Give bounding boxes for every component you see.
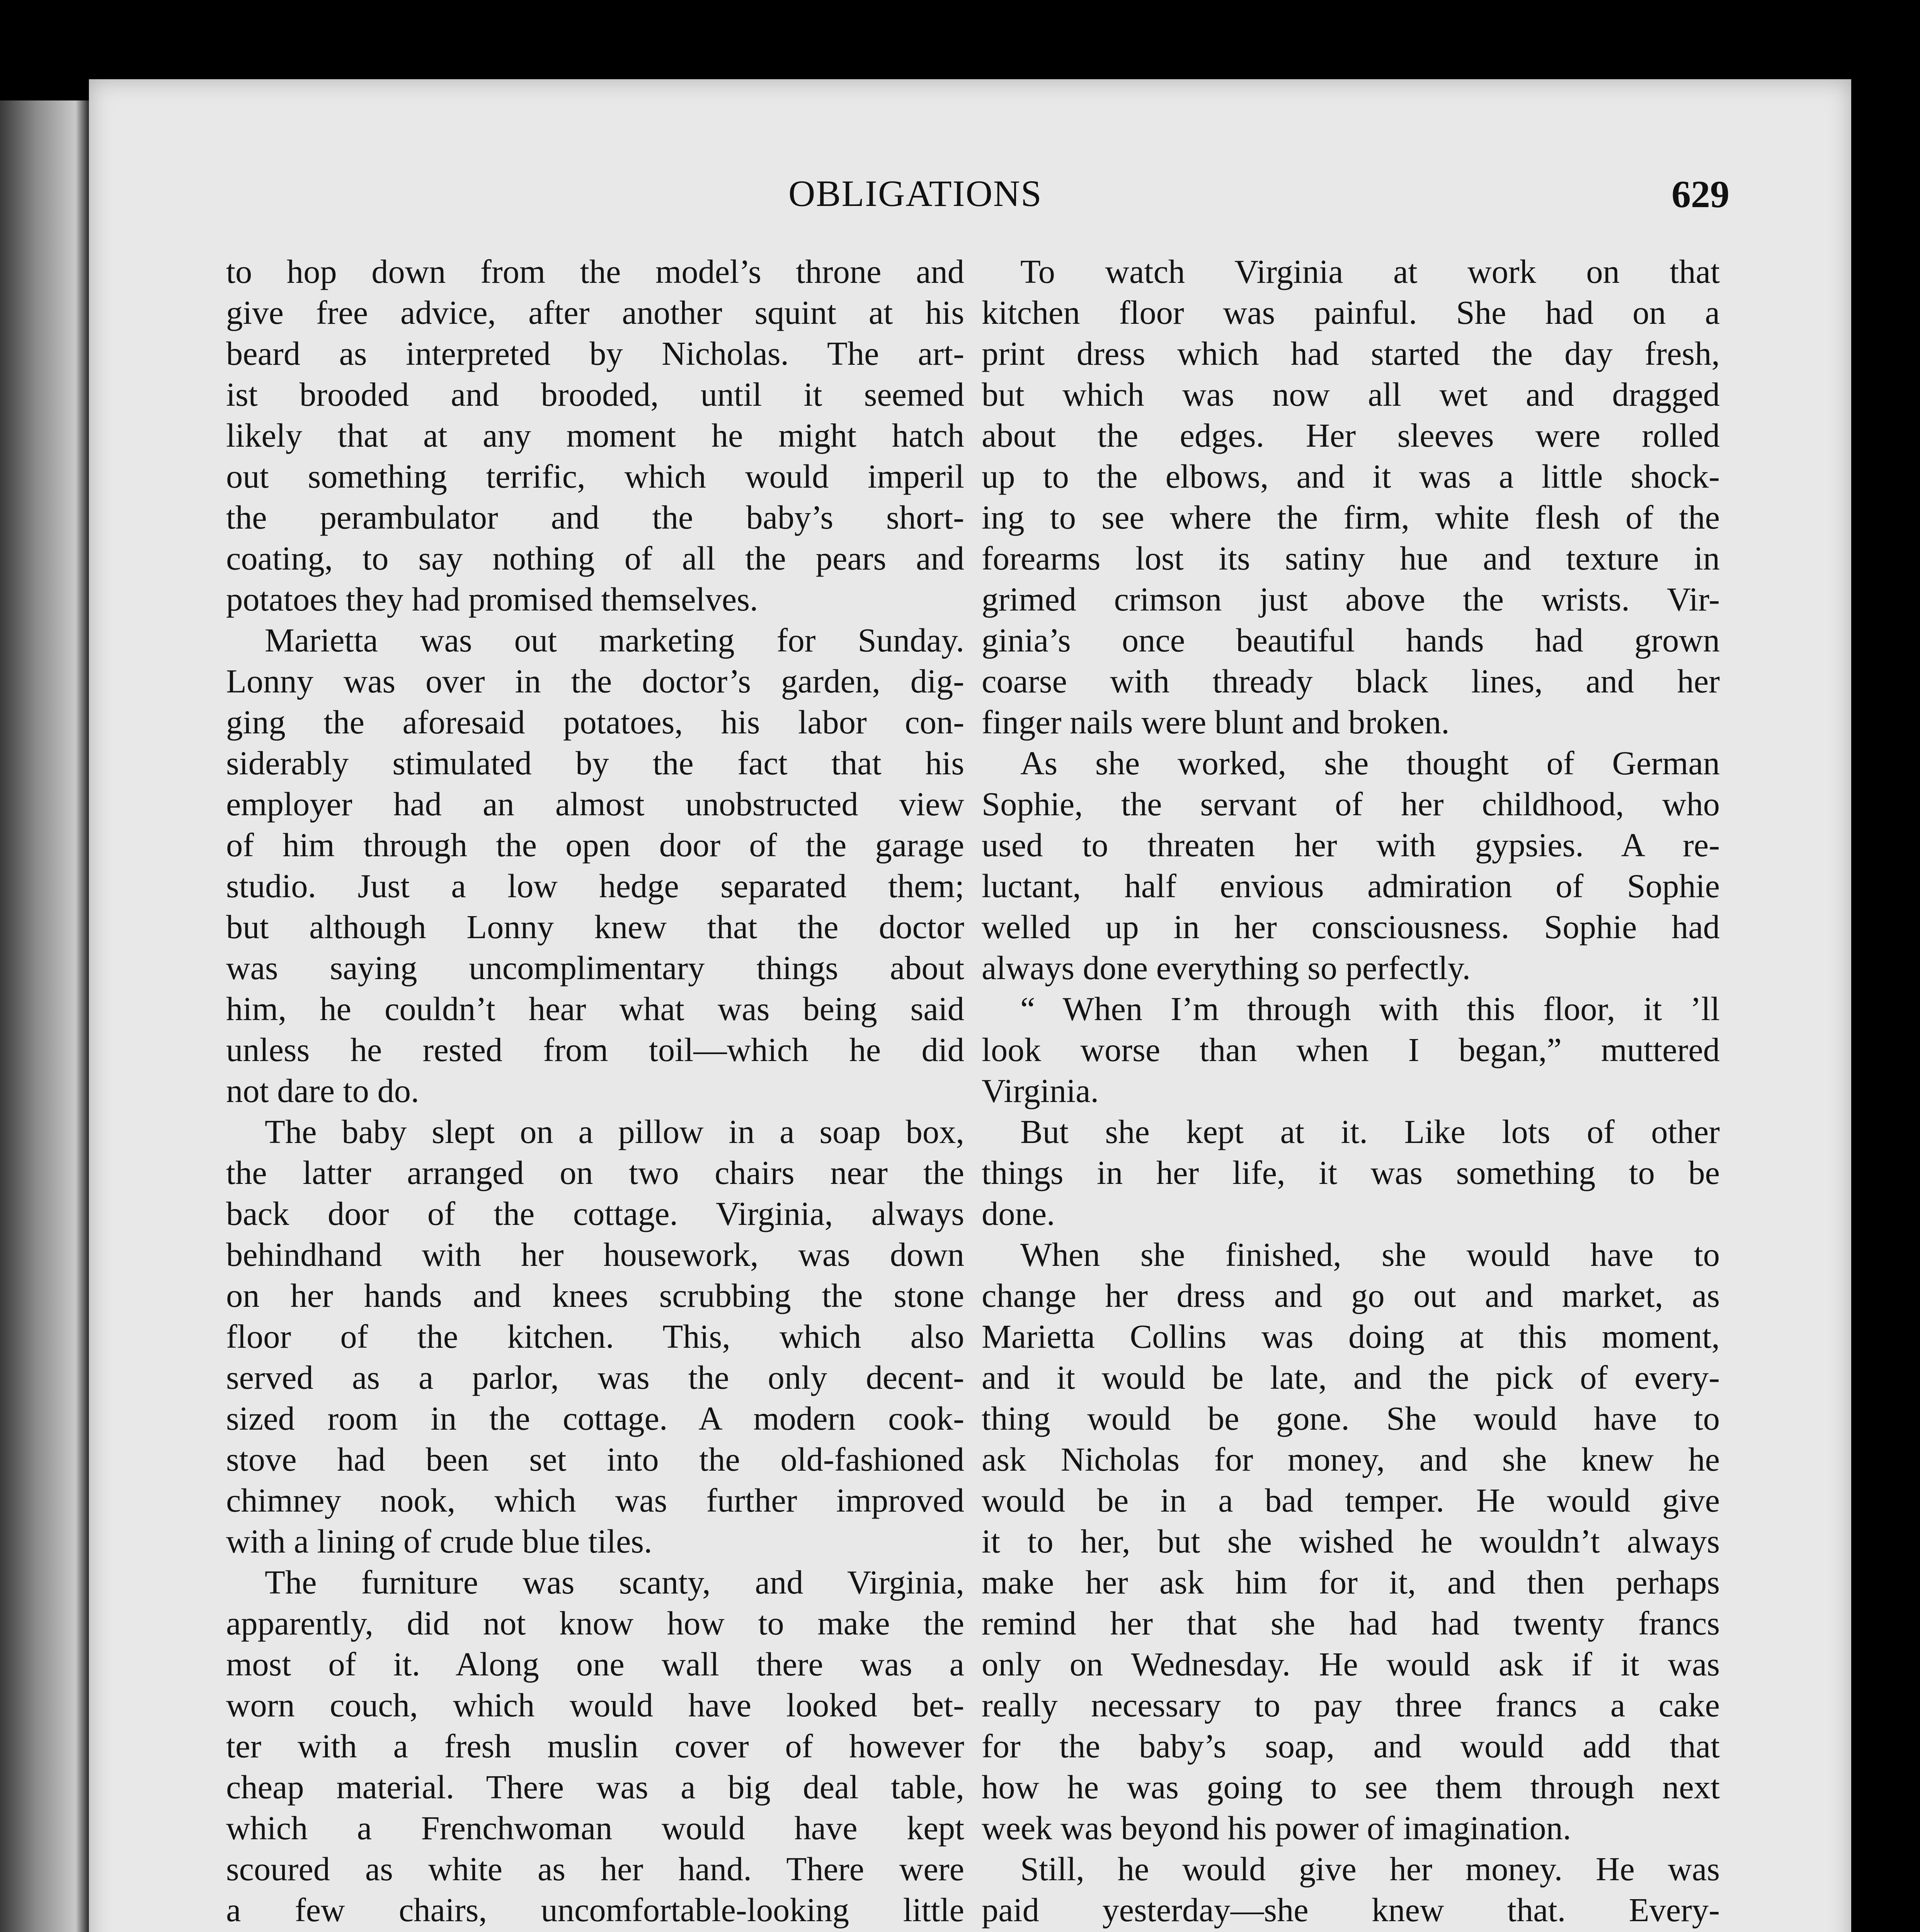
text-line: it to her, but she wished he wouldn’t always bbox=[982, 1523, 1720, 1560]
text-line: unless he rested from toil—which he did bbox=[226, 1031, 964, 1068]
text-line: out something terrific, which would imperil bbox=[226, 458, 964, 495]
text-line: back door of the cottage. Virginia, always bbox=[226, 1195, 964, 1232]
text-line: not dare to do. bbox=[226, 1072, 419, 1109]
text-line: a few chairs, uncomfortable-looking little bbox=[226, 1891, 964, 1929]
text-line: beard as interpreted by Nicholas. The art- bbox=[226, 335, 964, 372]
text-line: As she worked, she thought of German bbox=[1020, 745, 1720, 782]
text-line: ing to see where the firm, white flesh of the bbox=[982, 499, 1720, 536]
text-line: worn couch, which would have looked bet- bbox=[226, 1687, 964, 1724]
text-line: the perambulator and the baby’s short- bbox=[226, 499, 964, 536]
text-line: The baby slept on a pillow in a soap box, bbox=[265, 1113, 964, 1150]
text-line: ging the aforesaid potatoes, his labor con- bbox=[226, 704, 964, 741]
text-line: “ When I’m through with this floor, it ’ll bbox=[1020, 990, 1720, 1027]
text-line: studio. Just a low hedge separated them; bbox=[226, 867, 964, 905]
text-line: paid yesterday—she knew that. Every- bbox=[982, 1891, 1720, 1929]
text-line: coarse with thready black lines, and her bbox=[982, 663, 1720, 700]
text-line: served as a parlor, was the only decent- bbox=[226, 1359, 964, 1396]
text-line: Sophie, the servant of her childhood, who bbox=[982, 786, 1720, 823]
text-line: print dress which had started the day fresh, bbox=[982, 335, 1720, 372]
text-line: ist brooded and brooded, until it seemed bbox=[226, 376, 964, 413]
right-text-column bbox=[982, 251, 1720, 1932]
text-line: would be in a bad temper. He would give bbox=[982, 1482, 1720, 1519]
left-text-column bbox=[226, 251, 964, 1932]
text-line: and it would be late, and the pick of every- bbox=[982, 1359, 1720, 1396]
text-line: up to the elbows, and it was a little shock- bbox=[982, 458, 1720, 495]
text-line bbox=[982, 1930, 1720, 1932]
running-header: OBLIGATIONS bbox=[788, 173, 1042, 214]
text-line: chimney nook, which was further improved bbox=[226, 1482, 964, 1519]
text-line: cheap material. There was a big deal table, bbox=[226, 1769, 964, 1806]
text-line: kitchen floor was painful. She had on a bbox=[982, 294, 1720, 331]
text-line: grimed crimson just above the wrists. Vir- bbox=[982, 581, 1720, 618]
text-line: The furniture was scanty, and Virginia, bbox=[265, 1564, 964, 1601]
text-line: employer had an almost unobstructed view bbox=[226, 786, 964, 823]
text-line: Virginia. bbox=[982, 1072, 1099, 1109]
text-line: apparently, did not know how to make the bbox=[226, 1605, 964, 1642]
text-line: really necessary to pay three francs a cake bbox=[982, 1687, 1720, 1724]
page-number: 629 bbox=[1671, 173, 1729, 216]
text-line: scoured as white as her hand. There were bbox=[226, 1850, 964, 1888]
text-line: change her dress and go out and market, as bbox=[982, 1277, 1720, 1314]
text-line: make her ask him for it, and then perhaps bbox=[982, 1564, 1720, 1601]
text-line: Marietta was out marketing for Sunday. bbox=[265, 622, 964, 659]
text-line bbox=[226, 1930, 964, 1932]
text-line: behindhand with her housework, was down bbox=[226, 1236, 964, 1273]
text-line: him, he couldn’t hear what was being said bbox=[226, 990, 964, 1027]
text-line: Still, he would give her money. He was bbox=[1020, 1850, 1720, 1888]
text-line: luctant, half envious admiration of Sophie bbox=[982, 867, 1720, 905]
text-line: siderably stimulated by the fact that his bbox=[226, 745, 964, 782]
text-line: but although Lonny knew that the doctor bbox=[226, 908, 964, 946]
text-line: Lonny was over in the doctor’s garden, dig- bbox=[226, 663, 964, 700]
text-line: coating, to say nothing of all the pears and bbox=[226, 540, 964, 577]
text-line: forearms lost its satiny hue and texture in bbox=[982, 540, 1720, 577]
text-line: how he was going to see them through next bbox=[982, 1769, 1720, 1806]
text-line: with a lining of crude blue tiles. bbox=[226, 1523, 652, 1560]
text-line: for the baby’s soap, and would add that bbox=[982, 1728, 1720, 1765]
text-line: used to threaten her with gypsies. A re- bbox=[982, 827, 1720, 864]
text-line: stove had been set into the old-fashioned bbox=[226, 1441, 964, 1478]
text-line: most of it. Along one wall there was a bbox=[226, 1646, 964, 1683]
text-line: always done everything so perfectly. bbox=[982, 949, 1471, 986]
text-line: on her hands and knees scrubbing the stone bbox=[226, 1277, 964, 1314]
text-line: things in her life, it was something to be bbox=[982, 1154, 1720, 1191]
text-line: look worse than when I began,” muttered bbox=[982, 1031, 1720, 1068]
text-line: thing would be gone. She would have to bbox=[982, 1400, 1720, 1437]
text-line: but which was now all wet and dragged bbox=[982, 376, 1720, 413]
text-line: ter with a fresh muslin cover of however bbox=[226, 1728, 964, 1765]
text-line: the latter arranged on two chairs near the bbox=[226, 1154, 964, 1191]
text-line: was saying uncomplimentary things about bbox=[226, 949, 964, 986]
text-line: give free advice, after another squint at his bbox=[226, 294, 964, 331]
text-line: To watch Virginia at work on that bbox=[1020, 253, 1720, 290]
text-line: about the edges. Her sleeves were rolled bbox=[982, 417, 1720, 454]
text-line: to hop down from the model’s throne and bbox=[226, 253, 964, 290]
text-line: week was beyond his power of imagination. bbox=[982, 1810, 1571, 1847]
text-line: ask Nicholas for money, and she knew he bbox=[982, 1441, 1720, 1478]
text-line: Marietta Collins was doing at this moment, bbox=[982, 1318, 1720, 1355]
text-line: of him through the open door of the garage bbox=[226, 827, 964, 864]
text-line: When she finished, she would have to bbox=[1020, 1236, 1720, 1273]
text-line: sized room in the cottage. A modern cook- bbox=[226, 1400, 964, 1437]
text-line: likely that at any moment he might hatch bbox=[226, 417, 964, 454]
text-line: which a Frenchwoman would have kept bbox=[226, 1810, 964, 1847]
text-line: But she kept at it. Like lots of other bbox=[1020, 1113, 1720, 1150]
text-line: potatoes they had promised themselves. bbox=[226, 581, 758, 618]
text-line: only on Wednesday. He would ask if it was bbox=[982, 1646, 1720, 1683]
adjacent-page-edge bbox=[0, 100, 89, 1932]
text-line: remind her that she had had twenty francs bbox=[982, 1605, 1720, 1642]
text-line: welled up in her consciousness. Sophie had bbox=[982, 908, 1720, 946]
text-line: floor of the kitchen. This, which also bbox=[226, 1318, 964, 1355]
text-line: finger nails were blunt and broken. bbox=[982, 704, 1450, 741]
text-line: done. bbox=[982, 1195, 1055, 1232]
text-line: ginia’s once beautiful hands had grown bbox=[982, 622, 1720, 659]
